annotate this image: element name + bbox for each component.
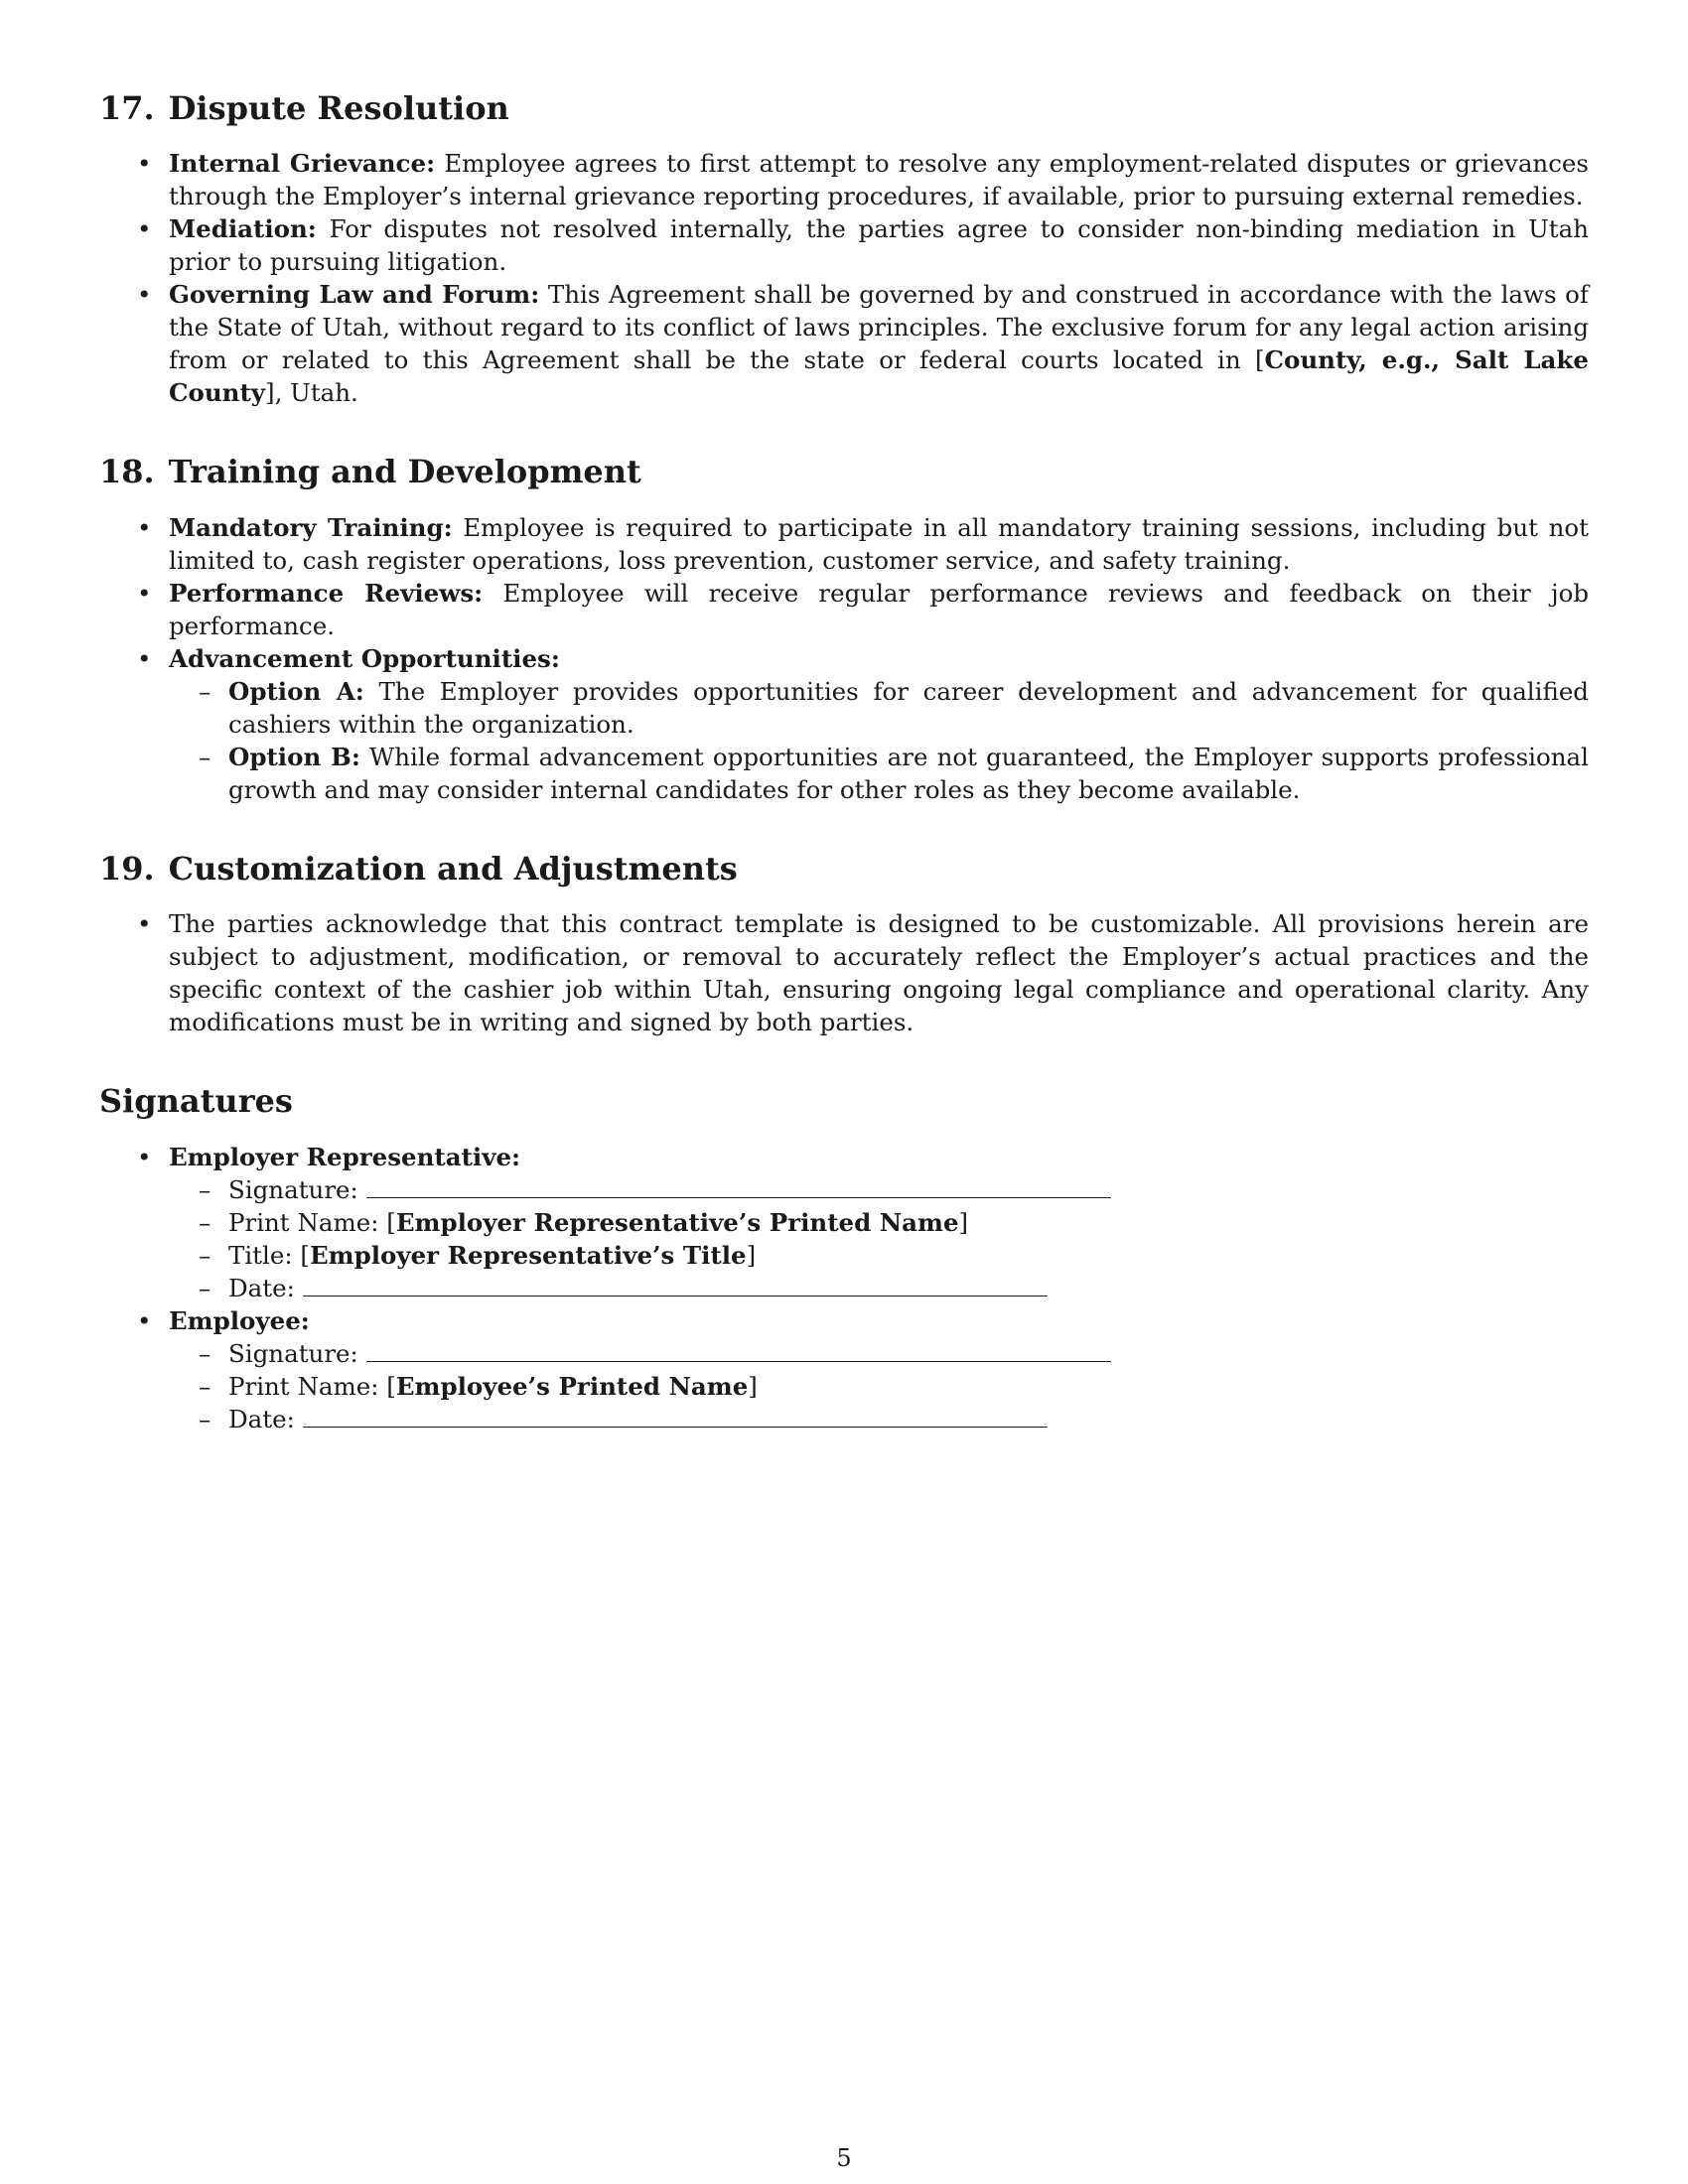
signature-block-employer: • Employer Representative: – Signature: – Print Name: [Employer Representative’s Printed Name] – Title: [Employer Representative’s Title] – Date: xyxy=(99,1141,1589,1304)
section-heading: 17. Dispute Resolution xyxy=(99,89,509,127)
section-customization xyxy=(99,850,1589,1038)
bullet-list xyxy=(99,1141,1589,1435)
county-placeholder: County, e.g., Salt Lake County xyxy=(169,345,1589,408)
list-item-advancement: • Advancement Opportunities: – Option A: The Employer provides opportunities for career development and advancement for qualified cashiers within the organization. – Option B: While formal advancement opportunities are not guaranteed, the Employer supports professional growth and may consider internal candidates for other roles as they become available. xyxy=(99,642,1589,806)
page-number: 5 xyxy=(836,2144,852,2172)
list-item-internal-grievance: • Internal Grievance: Employee agrees to first attempt to resolve any employment-related disputes or grievances through the Employer’s internal grievance reporting procedures, if available, prior to pursuing external remedies. xyxy=(99,147,1589,212)
section-heading: Signatures xyxy=(99,1082,293,1121)
employee-date-line: – Date: xyxy=(169,1403,1589,1435)
sub-item-option-b: – Option B: While formal advancement opportunities are not guaranteed, the Employer supports professional growth and may consider internal candidates for other roles as they become available. xyxy=(169,741,1589,806)
date-blank[interactable] xyxy=(303,1405,1048,1428)
section-training-development xyxy=(99,453,1589,805)
employer-signature-line: – Signature: xyxy=(169,1173,1589,1206)
date-blank[interactable] xyxy=(303,1274,1048,1297)
section-heading: 19. Customization and Adjustments xyxy=(99,849,738,887)
sub-item-option-a: – Option A: The Employer provides opportunities for career development and advancement for qualified cashiers within the organization. xyxy=(169,675,1589,741)
employee-print-name: – Print Name: [Employee’s Printed Name] xyxy=(169,1370,1589,1403)
signature-blank[interactable] xyxy=(366,1175,1111,1198)
bullet-list xyxy=(99,907,1589,1038)
employer-print-name: – Print Name: [Employer Representative’s Printed Name] xyxy=(169,1206,1589,1239)
sub-list xyxy=(169,675,1589,806)
section-heading: 18. Training and Development xyxy=(99,453,641,491)
section-signatures xyxy=(99,1082,1589,1434)
list-item-customization: • The parties acknowledge that this contract template is designed to be customizable. All provisions herein are subject to adjustment, modification, or removal to accurately reflect the Employer’s actual practices and the specific context of the cashier job within Utah, ensuring ongoing legal compliance and operational clarity. Any modifications must be in writing and signed by both parties. xyxy=(99,907,1589,1038)
employee-signature-line: – Signature: xyxy=(169,1337,1589,1370)
section-dispute-resolution xyxy=(99,89,1589,409)
list-item-performance-reviews: • Performance Reviews: Employee will receive regular performance reviews and feedback on their job performance. xyxy=(99,577,1589,642)
employer-title: – Title: [Employer Representative’s Title] xyxy=(169,1239,1589,1272)
bullet-list xyxy=(99,511,1589,806)
list-item-mediation: • Mediation: For disputes not resolved internally, the parties agree to consider non-binding mediation in Utah prior to pursuing litigation. xyxy=(99,212,1589,278)
signature-blank[interactable] xyxy=(366,1339,1111,1362)
document-page xyxy=(99,89,1589,1479)
list-item-governing-law: • Governing Law and Forum: This Agreement shall be governed by and construed in accordance with the laws of the State of Utah, without regard to its conflict of laws principles. The exclusive forum for any legal action arising from or related to this Agreement shall be the state or federal courts located in [County, e.g., Salt Lake County], Utah. xyxy=(99,278,1589,409)
bullet-list xyxy=(99,147,1589,409)
signature-block-employee: • Employee: – Signature: – Print Name: [Employee’s Printed Name] – Date: xyxy=(99,1304,1589,1435)
sub-list xyxy=(169,1173,1589,1304)
employer-date-line: – Date: xyxy=(169,1272,1589,1304)
list-item-mandatory-training: • Mandatory Training: Employee is required to participate in all mandatory training sessions, including but not limited to, cash register operations, loss prevention, customer service, and safety training. xyxy=(99,511,1589,577)
sub-list xyxy=(169,1337,1589,1435)
